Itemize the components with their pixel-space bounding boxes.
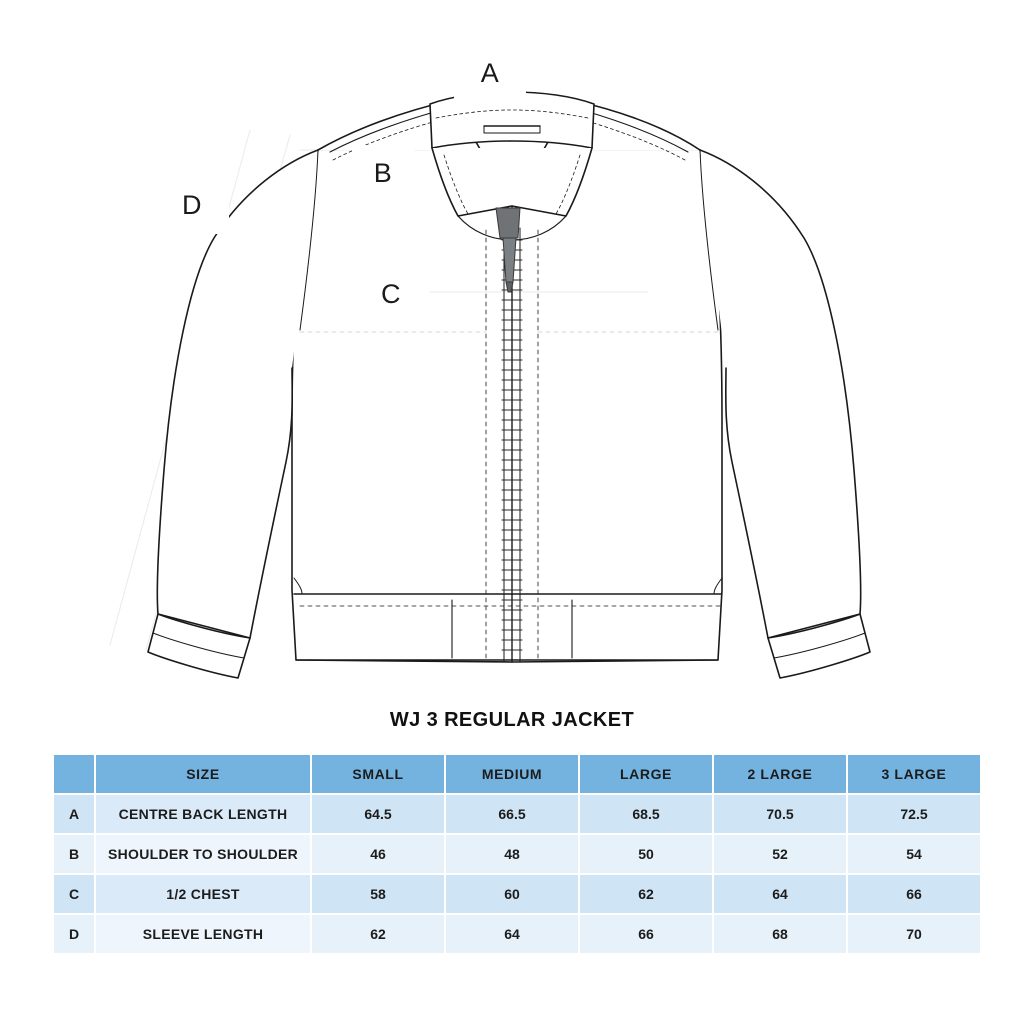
header-cell-medium: MEDIUM (446, 755, 578, 793)
callout-label-b: B (352, 145, 414, 201)
callout-label-c: C (352, 266, 430, 322)
header-cell-size: SIZE (96, 755, 310, 793)
cell-c-small: 58 (312, 875, 444, 913)
row-letter-b: B (54, 835, 94, 873)
header-cell-small: SMALL (312, 755, 444, 793)
callout-label-d: D (155, 176, 229, 234)
row-letter-d: D (54, 915, 94, 953)
row-measurement-c: 1/2 CHEST (96, 875, 310, 913)
callout-label-a: A (454, 42, 526, 104)
cell-d-3large: 70 (848, 915, 980, 953)
header-cell-large: LARGE (580, 755, 712, 793)
cell-a-large: 68.5 (580, 795, 712, 833)
header-cell-3large: 3 LARGE (848, 755, 980, 793)
cell-b-3large: 54 (848, 835, 980, 873)
header-cell-2large: 2 LARGE (714, 755, 846, 793)
cell-a-small: 64.5 (312, 795, 444, 833)
row-letter-c: C (54, 875, 94, 913)
cell-c-large: 62 (580, 875, 712, 913)
size-table (52, 753, 982, 955)
size-chart (52, 753, 972, 955)
header-cell-blank (54, 755, 94, 793)
cell-c-2large: 64 (714, 875, 846, 913)
row-measurement-a: CENTRE BACK LENGTH (96, 795, 310, 833)
table-row (54, 835, 980, 873)
table-row (54, 915, 980, 953)
table-row (54, 875, 980, 913)
cell-b-small: 46 (312, 835, 444, 873)
cell-a-medium: 66.5 (446, 795, 578, 833)
row-measurement-d: SLEEVE LENGTH (96, 915, 310, 953)
cell-d-2large: 68 (714, 915, 846, 953)
cell-c-3large: 66 (848, 875, 980, 913)
cell-a-2large: 70.5 (714, 795, 846, 833)
cell-b-large: 50 (580, 835, 712, 873)
cell-d-large: 66 (580, 915, 712, 953)
table-header (54, 755, 980, 793)
cell-b-medium: 48 (446, 835, 578, 873)
cell-d-medium: 64 (446, 915, 578, 953)
cell-b-2large: 52 (714, 835, 846, 873)
cell-c-medium: 60 (446, 875, 578, 913)
cell-a-3large: 72.5 (848, 795, 980, 833)
table-row (54, 795, 980, 833)
row-letter-a: A (54, 795, 94, 833)
row-measurement-b: SHOULDER TO SHOULDER (96, 835, 310, 873)
table-header-row (54, 755, 980, 793)
page-title: WJ 3 REGULAR JACKET (389, 709, 635, 731)
table-body (54, 795, 980, 953)
cell-d-small: 62 (312, 915, 444, 953)
